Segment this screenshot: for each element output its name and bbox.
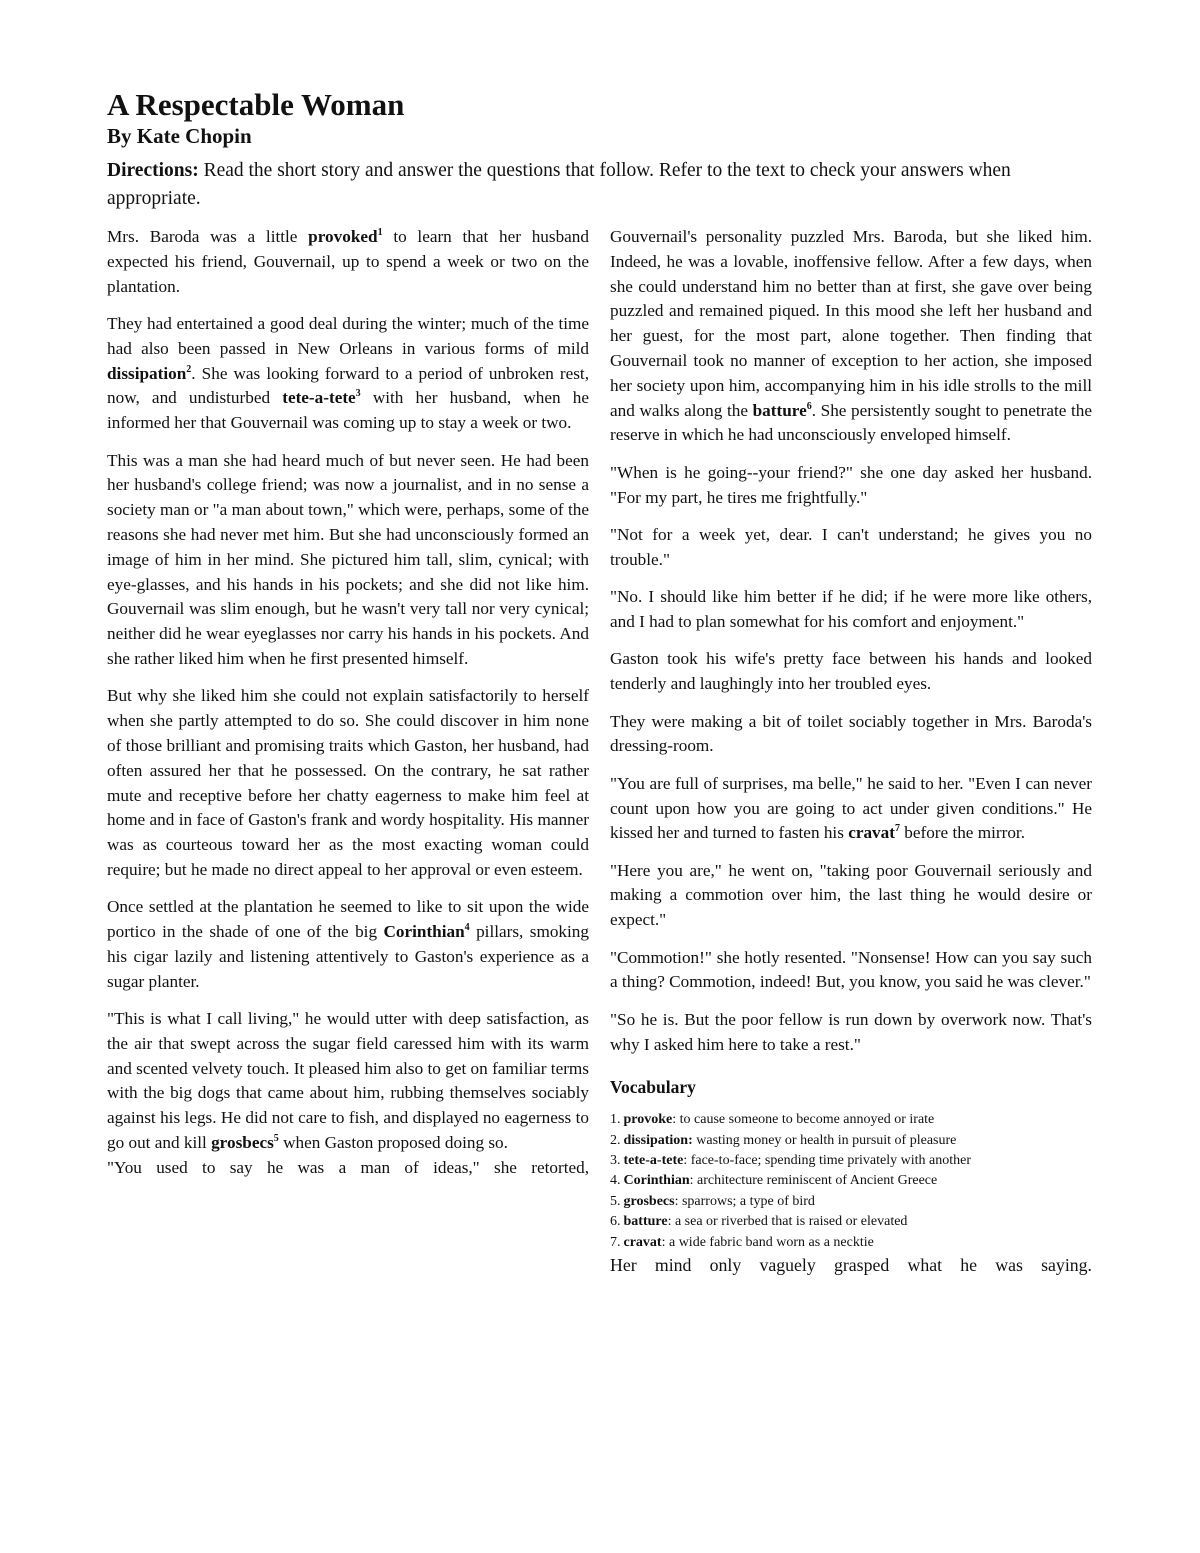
story-paragraph — [610, 772, 1092, 846]
story-paragraph: "Commotion!" she hotly resented. "Nonsense! How can you say such a thing? Commotion, indeed! But, you know, you said he was clever." — [610, 947, 1092, 992]
text-run: Mrs. Baroda was a little — [107, 227, 309, 246]
vocab-term-grosbecs: grosbecs — [211, 1133, 274, 1153]
text-run: with her husband, when he informed her that Gouvernail was coming up to stay a week or two. — [107, 388, 589, 433]
vocab-term-tete-a-tete: tete-a-tete — [282, 388, 356, 408]
vocab-number: 2. — [610, 1132, 621, 1148]
story-left-column — [107, 225, 589, 1181]
vocab-term-batture: batture — [752, 400, 807, 420]
story-paragraph: "You used to say he was a man of ideas," she retorted, — [107, 1157, 589, 1177]
story-paragraph — [107, 312, 589, 436]
text-run: Once settled at the plantation he seemed to like to sit upon the wide portico in the shade of one of the big — [107, 897, 589, 942]
text-run: before the mirror. — [899, 823, 1025, 843]
vocab-definition: : a wide fabric band worn as a necktie — [661, 1234, 874, 1250]
vocab-term: grosbecs — [623, 1193, 675, 1209]
text-run: . She was looking forward to a period of unbroken rest, now, and undisturbed — [107, 363, 589, 408]
vocab-number: 3. — [610, 1153, 621, 1169]
footnote-marker: 3 — [355, 388, 361, 400]
vocab-definition: : face-to-face; spending time privately with another — [683, 1153, 971, 1169]
story-paragraph: "When is he going--your friend?" she one day asked her husband. "For my part, he tires me frightfully." — [610, 462, 1092, 507]
author-line: By Kate Chopin — [107, 124, 252, 148]
story-paragraph: "No. I should like him better if he did; if he were more like others, and I had to plan somewhat for his comfort and enjoyment." — [610, 587, 1092, 631]
footnote-marker: 6 — [806, 400, 812, 412]
vocab-definition: : sparrows; a type of bird — [674, 1193, 815, 1209]
footnote-marker: 5 — [273, 1133, 279, 1145]
vocab-item — [610, 1110, 1092, 1130]
vocab-term: dissipation: — [623, 1132, 693, 1148]
vocab-term: tete-a-tete — [623, 1153, 684, 1169]
vocab-number: 7. — [610, 1234, 621, 1250]
story-paragraph — [107, 1007, 589, 1156]
vocab-number: 6. — [610, 1214, 621, 1230]
story-paragraph — [610, 225, 1092, 448]
story-paragraph: Her mind only vaguely grasped what he was saying. — [610, 1255, 1092, 1276]
vocab-definition: : a sea or riverbed that is raised or elevated — [667, 1214, 908, 1230]
vocab-item — [610, 1212, 1092, 1232]
footnote-marker: 1 — [377, 227, 383, 238]
vocab-term-cravat: cravat — [848, 823, 895, 843]
vocab-term-dissipation: dissipation — [107, 363, 187, 383]
vocab-term: provoke — [623, 1112, 673, 1128]
directions-text: Read the short story and answer the questions that follow. Refer to the text to check your answers when appropriate. — [107, 160, 1011, 209]
text-run: "This is what I call living," he would utter with deep satisfaction, as the air that swept across the sugar field caressed him with its warm and scented velvety touch. It pleased him also to get on familiar terms with the big dogs that came about him, rubbing themselves sociably against his legs. He did not care to fish, and displayed no eagerness to go out and kill — [107, 1009, 589, 1153]
vocab-item — [610, 1233, 1092, 1253]
footnote-marker: 4 — [464, 922, 470, 934]
directions — [107, 157, 1097, 213]
vocab-term: cravat — [623, 1234, 662, 1250]
text-run: . She persistently sought to penetrate the reserve in which he had unconsciously enveloped himself. — [610, 400, 1092, 445]
story-paragraph: "Not for a week yet, dear. I can't understand; he gives you no trouble." — [610, 524, 1092, 569]
footnote-marker: 2 — [186, 363, 192, 375]
vocab-item — [610, 1151, 1092, 1171]
story-paragraph: "Here you are," he went on, "taking poor Gouvernail seriously and making a commotion over him, the last thing he would desire or expect." — [610, 860, 1092, 930]
vocab-number: 4. — [610, 1173, 621, 1189]
text-run: when Gaston proposed doing so. — [278, 1133, 508, 1153]
story-paragraph — [107, 225, 589, 299]
vocab-definition: : to cause someone to become annoyed or irate — [672, 1112, 935, 1128]
story-paragraph: They were making a bit of toilet sociably together in Mrs. Baroda's dressing-room. — [610, 711, 1092, 756]
vocab-item — [610, 1171, 1092, 1191]
footnote-marker: 7 — [894, 823, 900, 835]
page-title: A Respectable Woman — [107, 87, 405, 122]
story-paragraph: "So he is. But the poor fellow is run down by overwork now. That's why I asked him here to take a rest." — [610, 1009, 1092, 1054]
vocabulary-list — [610, 1110, 1092, 1253]
text-run: Gouvernail's personality puzzled Mrs. Baroda, but she liked him. Indeed, he was a lovable, inoffensive fellow. After a few days, when she could understand him no better than at first, she gave over being puzzled and remained piqued. In this mood she left her husband and her guest, for the most part, alone together. Then finding that Gouvernail took no manner of exception to her action, she imposed her society upon him, accompanying him in his idle strolls to the mill and walks along the — [610, 227, 1092, 420]
story-paragraph: Gaston took his wife's pretty face between his hands and looked tenderly and laughingly into her troubled eyes. — [610, 649, 1092, 694]
vocab-item — [610, 1192, 1092, 1212]
vocab-term: Corinthian — [623, 1173, 690, 1189]
vocab-number: 5. — [610, 1193, 621, 1209]
vocab-term-corinthian: Corinthian — [383, 922, 465, 942]
vocabulary-heading: Vocabulary — [610, 1077, 696, 1098]
vocab-term: batture — [623, 1214, 668, 1230]
vocab-term-provoked: provoked — [308, 227, 378, 246]
text-run: "You are full of surprises, ma belle," he said to her. "Even I can never count upon how you are going to act under given conditions." He kissed her and turned to fasten his — [610, 773, 1092, 843]
story-right-column — [610, 225, 1092, 1278]
text-run: to learn that her husband expected his friend, Gouvernail, up to spend a week or two on the plantation. — [107, 227, 589, 296]
vocab-definition: wasting money or health in pursuit of pleasure — [692, 1132, 957, 1148]
vocab-definition: : architecture reminiscent of Ancient Greece — [689, 1173, 938, 1189]
story-paragraph: But why she liked him she could not explain satisfactorily to herself when she partly attempted to do so. She could discover in him none of those brilliant and promising traits which Gaston, her husband, had often assured her that he possessed. On the contrary, he sat rather mute and receptive before her chatty eagerness to make him feel at home and in face of Gaston's frank and wordy hospitality. His manner was as courteous toward her as the most exacting woman could require; but he made no direct appeal to her approval or even esteem. — [107, 686, 589, 879]
directions-label: Directions: — [107, 160, 199, 181]
text-run: They had entertained a good deal during the winter; much of the time had also been passed in New Orleans in various forms of mild — [107, 313, 589, 358]
story-paragraph: This was a man she had heard much of but never seen. He had been her husband's college friend; was now a journalist, and in no sense a society man or "a man about town," which were, perhaps, some of the reasons she had never met him. But she had unconsciously formed an image of him in her mind. She pictured him tall, slim, cynical; with eye-glasses, and his hands in his pockets; and she did not like him. Gouvernail was slim enough, but he wasn't very tall nor very cynical; neither did he wear eyeglasses nor carry his hands in his pockets. And she rather liked him when he first presented himself. — [107, 450, 589, 668]
text-run: pillars, smoking his cigar lazily and listening attentively to Gaston's experience as a sugar planter. — [107, 922, 589, 991]
story-paragraph — [107, 895, 589, 994]
vocab-item — [610, 1131, 1092, 1151]
vocab-number: 1. — [610, 1112, 621, 1128]
